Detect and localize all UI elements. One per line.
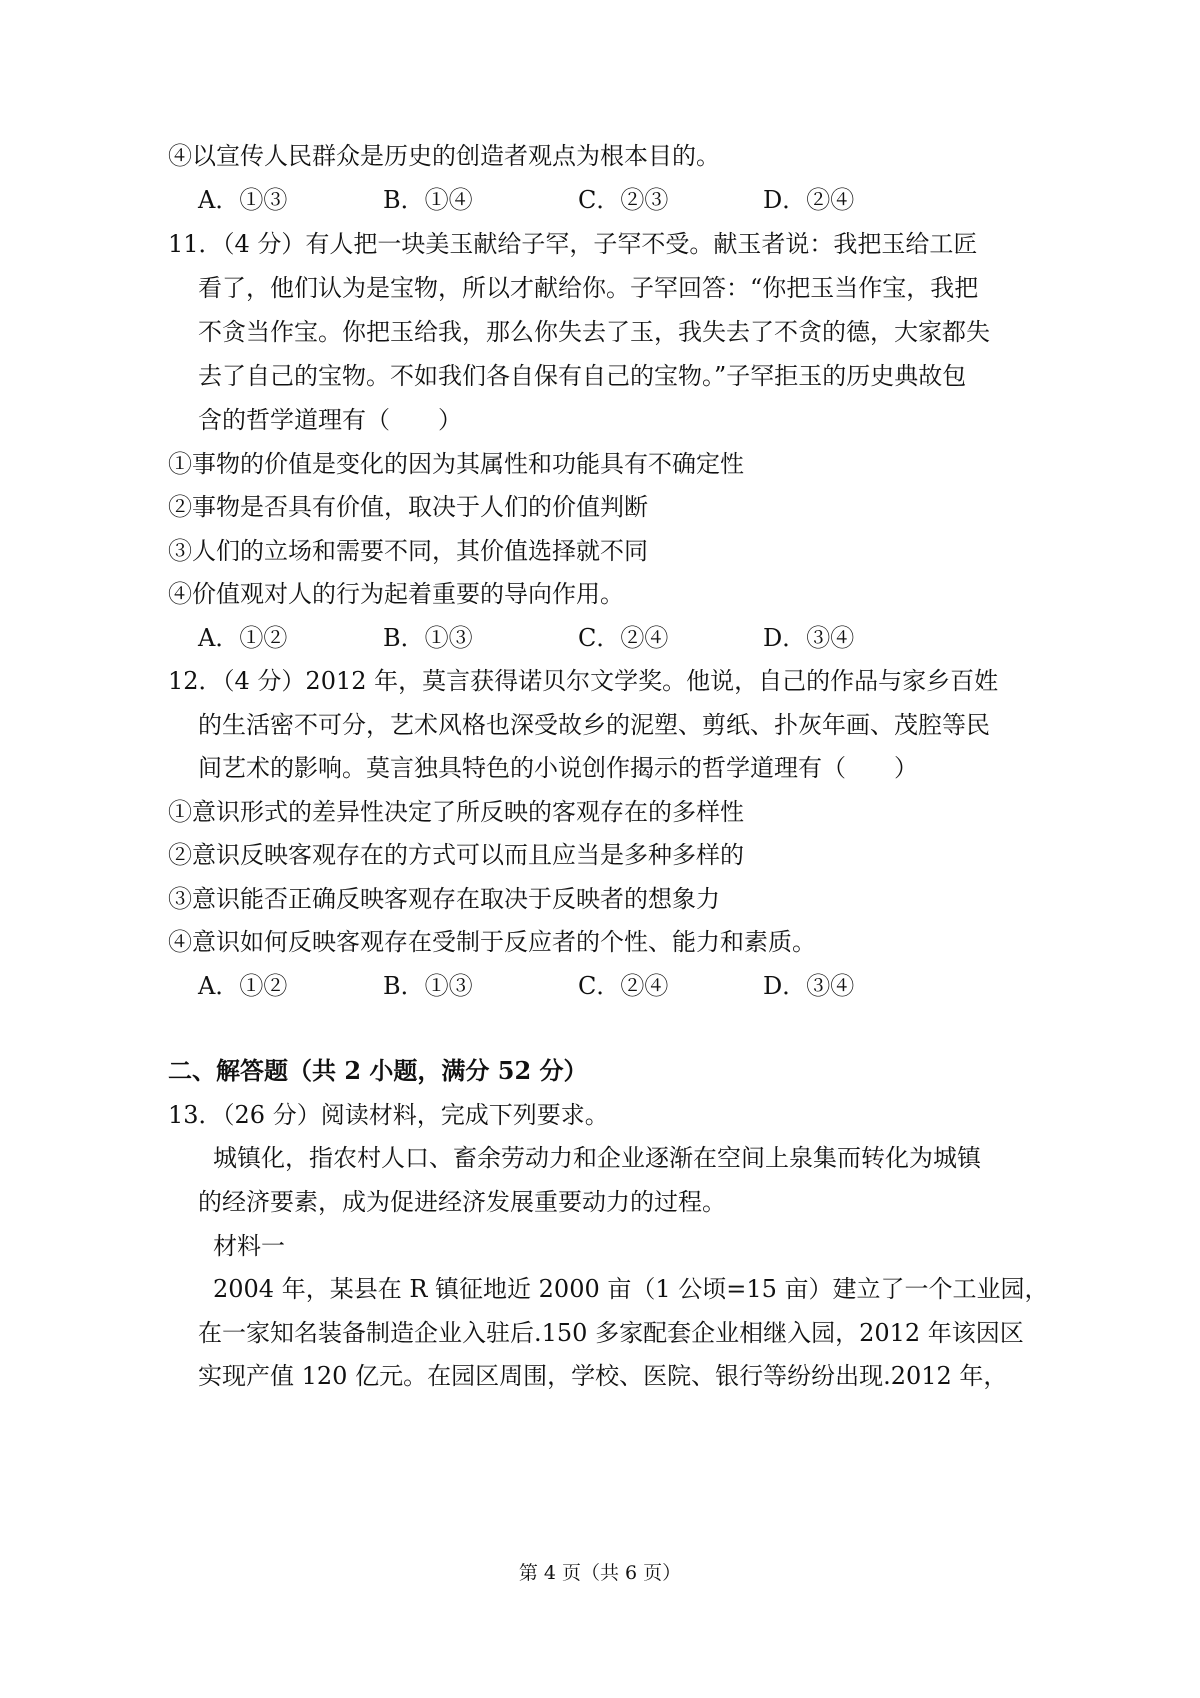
q13-header: 13．（26 分）阅读材料，完成下列要求。 xyxy=(168,1101,609,1129)
q10-option-a: A．①③ xyxy=(198,186,288,214)
q12-statement-2: ②意识反映客观存在的方式可以而且应当是多种多样的 xyxy=(168,841,744,869)
page-footer: 第 4 页（共 6 页） xyxy=(518,1562,682,1584)
q10-option-b: B．①④ xyxy=(383,186,473,214)
q11-statement-2: ②事物是否具有价值，取决于人们的价值判断 xyxy=(168,493,648,521)
q13-material-line-3: 实现产值 120 亿元。在园区周围，学校、医院、银行等纷纷出现.2012 年， xyxy=(198,1362,1008,1390)
q11-stem-line-1: 11．（4 分）有人把一块美玉献给子罕，子罕不受。献玉者说：我把玉给工匠 xyxy=(168,230,978,258)
q11-stem-line-2: 看了，他们认为是宝物，所以才献给你。子罕回答：“你把玉当作宝，我把 xyxy=(198,274,979,302)
q10-option-c: C．②③ xyxy=(578,186,669,214)
q10-option-d: D．②④ xyxy=(763,186,855,214)
q12-stem-line-2: 的生活密不可分，艺术风格也深受故乡的泥塑、剪纸、扑灰年画、茂腔等民 xyxy=(198,711,990,739)
q12-option-b: B．①③ xyxy=(383,972,473,1000)
q13-material-label: 材料一 xyxy=(213,1232,285,1260)
q10-statement-4: ④以宣传人民群众是历史的创造者观点为根本目的。 xyxy=(168,142,720,170)
q12-option-c: C．②④ xyxy=(578,972,669,1000)
q11-stem-line-4: 去了自己的宝物。不如我们各自保有自己的宝物。”子罕拒玉的历史典故包 xyxy=(198,362,967,390)
q11-statement-4: ④价值观对人的行为起着重要的导向作用。 xyxy=(168,580,624,608)
q12-option-a: A．①② xyxy=(198,972,288,1000)
q11-stem-line-3: 不贪当作宝。你把玉给我，那么你失去了玉，我失去了不贪的德，大家都失 xyxy=(198,318,990,346)
section-heading: 二、解答题（共 2 小题，满分 52 分） xyxy=(168,1056,588,1085)
q12-statement-4: ④意识如何反映客观存在受制于反应者的个性、能力和素质。 xyxy=(168,928,816,956)
q11-stem-line-5: 含的哲学道理有（ ） xyxy=(198,406,462,434)
q12-stem-line-1: 12．（4 分）2012 年，莫言获得诺贝尔文学奖。他说，自己的作品与家乡百姓 xyxy=(168,667,999,695)
q13-intro-line-2: 的经济要素，成为促进经济发展重要动力的过程。 xyxy=(198,1188,726,1216)
q12-statement-1: ①意识形式的差异性决定了所反映的客观存在的多样性 xyxy=(168,798,744,826)
q13-material-line-2: 在一家知名装备制造企业入驻后.150 多家配套企业相继入园，2012 年该因区 xyxy=(198,1319,1024,1347)
q13-material-line-1: 2004 年，某县在 R 镇征地近 2000 亩（1 公顷=15 亩）建立了一个工业园， xyxy=(213,1275,1049,1303)
q11-option-d: D．③④ xyxy=(763,624,855,652)
q11-option-b: B．①③ xyxy=(383,624,473,652)
q12-statement-3: ③意识能否正确反映客观存在取决于反映者的想象力 xyxy=(168,885,720,913)
q11-statement-1: ①事物的价值是变化的因为其属性和功能具有不确定性 xyxy=(168,450,744,478)
q12-option-d: D．③④ xyxy=(763,972,855,1000)
q11-option-c: C．②④ xyxy=(578,624,669,652)
q11-statement-3: ③人们的立场和需要不同，其价值选择就不同 xyxy=(168,537,648,565)
q12-stem-line-3: 间艺术的影响。莫言独具特色的小说创作揭示的哲学道理有（ ） xyxy=(198,754,918,782)
q13-intro-line-1: 城镇化，指农村人口、畜余劳动力和企业逐渐在空间上泉集而转化为城镇 xyxy=(213,1144,981,1172)
q11-option-a: A．①② xyxy=(198,624,288,652)
